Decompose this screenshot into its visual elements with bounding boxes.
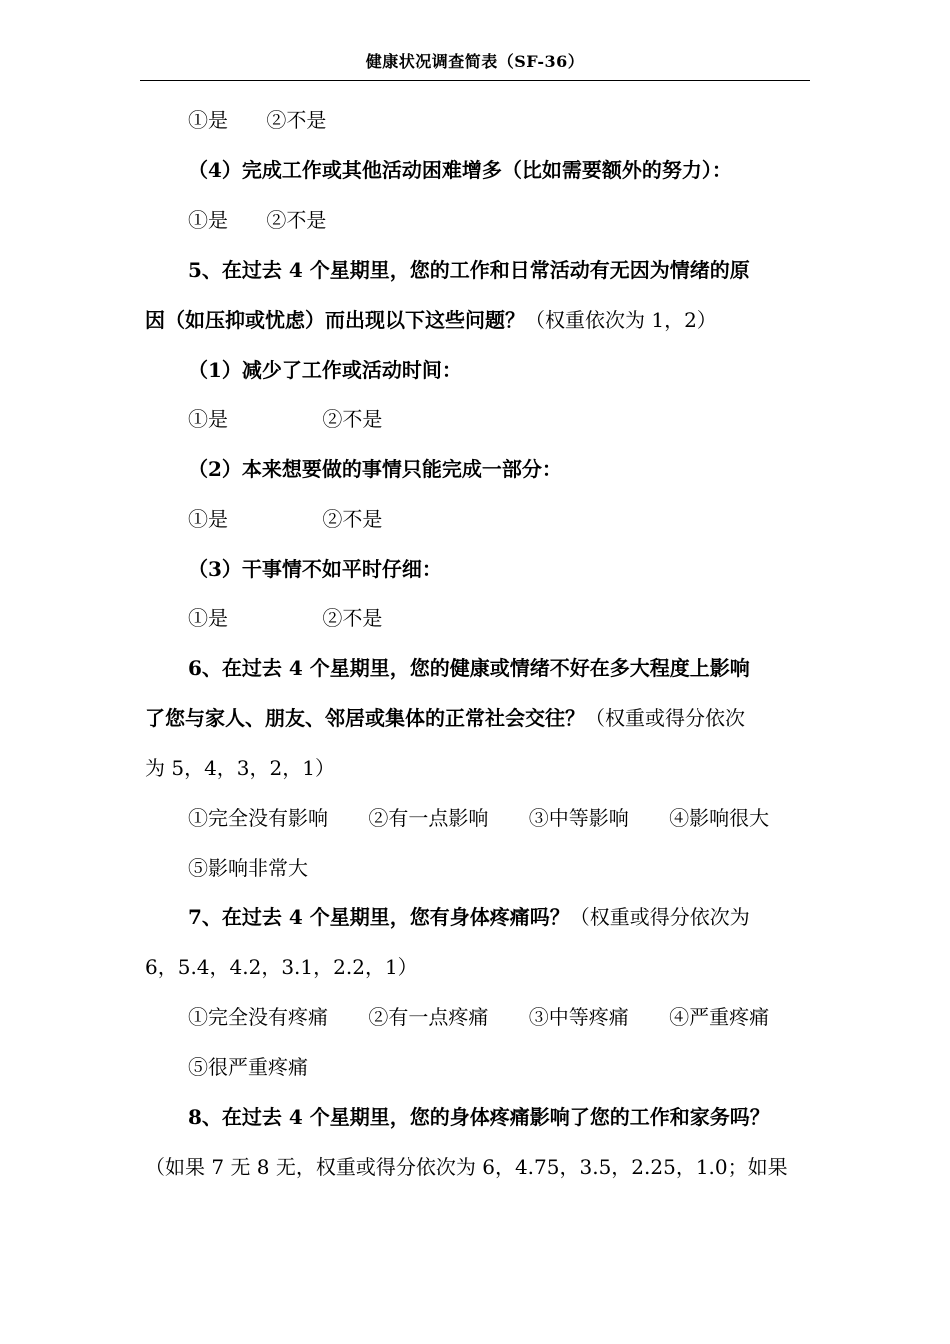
weight-note: （权重依次为 1，2） [525,308,717,332]
answer-options-row [188,505,382,533]
option-2: ②有一点影响 [368,806,489,830]
option-yes: ①是 [188,606,228,630]
option-1: ①完全没有影响 [188,806,328,830]
option-yes: ①是 [188,108,228,132]
question-8-weights: （如果 7 无 8 无，权重或得分依次为 6，4.75，3.5，2.25，1.0；如果 [145,1155,788,1179]
option-3: ③中等疼痛 [528,1005,629,1029]
weight-note: （权重或得分依次为 [569,905,750,929]
option-4: ④严重疼痛 [669,1005,770,1029]
question-8-line-1: 8、在过去 4 个星期里，您的身体疼痛影响了您的工作和家务吗？ [188,1105,770,1129]
option-yes: ①是 [188,507,228,531]
sub-question-2: （2）本来想要做的事情只能完成一部分： [188,457,562,481]
question-5-line-2 [145,306,717,334]
sub-question-3: （3）干事情不如平时仔细： [188,557,442,581]
sub-question-4: （4）完成工作或其他活动困难增多（比如需要额外的努力）： [188,158,732,182]
option-2: ②有一点疼痛 [368,1005,489,1029]
option-no: ②不是 [266,108,327,132]
option-no: ②不是 [266,208,327,232]
document-title: 健康状况调查简表（SF-36） [365,52,585,71]
page-header [140,48,810,81]
answer-options-row [188,1053,308,1081]
answer-options-row [188,206,326,234]
question-text: 7、在过去 4 个星期里，您有身体疼痛吗？ [188,905,570,929]
option-yes: ①是 [188,407,228,431]
option-5: ⑤影响非常大 [188,856,308,880]
sub-question-1: （1）减少了工作或活动时间： [188,358,462,382]
question-5-line-1: 5、在过去 4 个星期里，您的工作和日常活动有无因为情绪的原 [188,258,750,282]
option-no: ②不是 [322,407,383,431]
weight-note: （权重或得分依次 [585,706,745,730]
question-text: 因（如压抑或忧虑）而出现以下这些问题？ [145,308,525,332]
option-4: ④影响很大 [669,806,770,830]
question-7-line-1 [188,903,750,931]
answer-options-row [188,405,382,433]
answer-options-row [188,106,326,134]
question-6-weights: 为 5，4，3，2，1） [145,756,335,780]
answer-options-row [188,604,382,632]
question-6-line-2 [145,704,745,732]
question-6-line-1: 6、在过去 4 个星期里，您的健康或情绪不好在多大程度上影响 [188,656,750,680]
answer-options-row [188,804,769,832]
option-no: ②不是 [322,507,383,531]
question-7-weights: 6，5.4，4.2，3.1，2.2，1） [145,955,418,979]
option-3: ③中等影响 [528,806,629,830]
option-5: ⑤很严重疼痛 [188,1055,308,1079]
question-text: 了您与家人、朋友、邻居或集体的正常社会交往？ [145,706,585,730]
option-1: ①完全没有疼痛 [188,1005,328,1029]
option-yes: ①是 [188,208,228,232]
option-no: ②不是 [322,606,383,630]
answer-options-row [188,854,308,882]
answer-options-row [188,1003,769,1031]
